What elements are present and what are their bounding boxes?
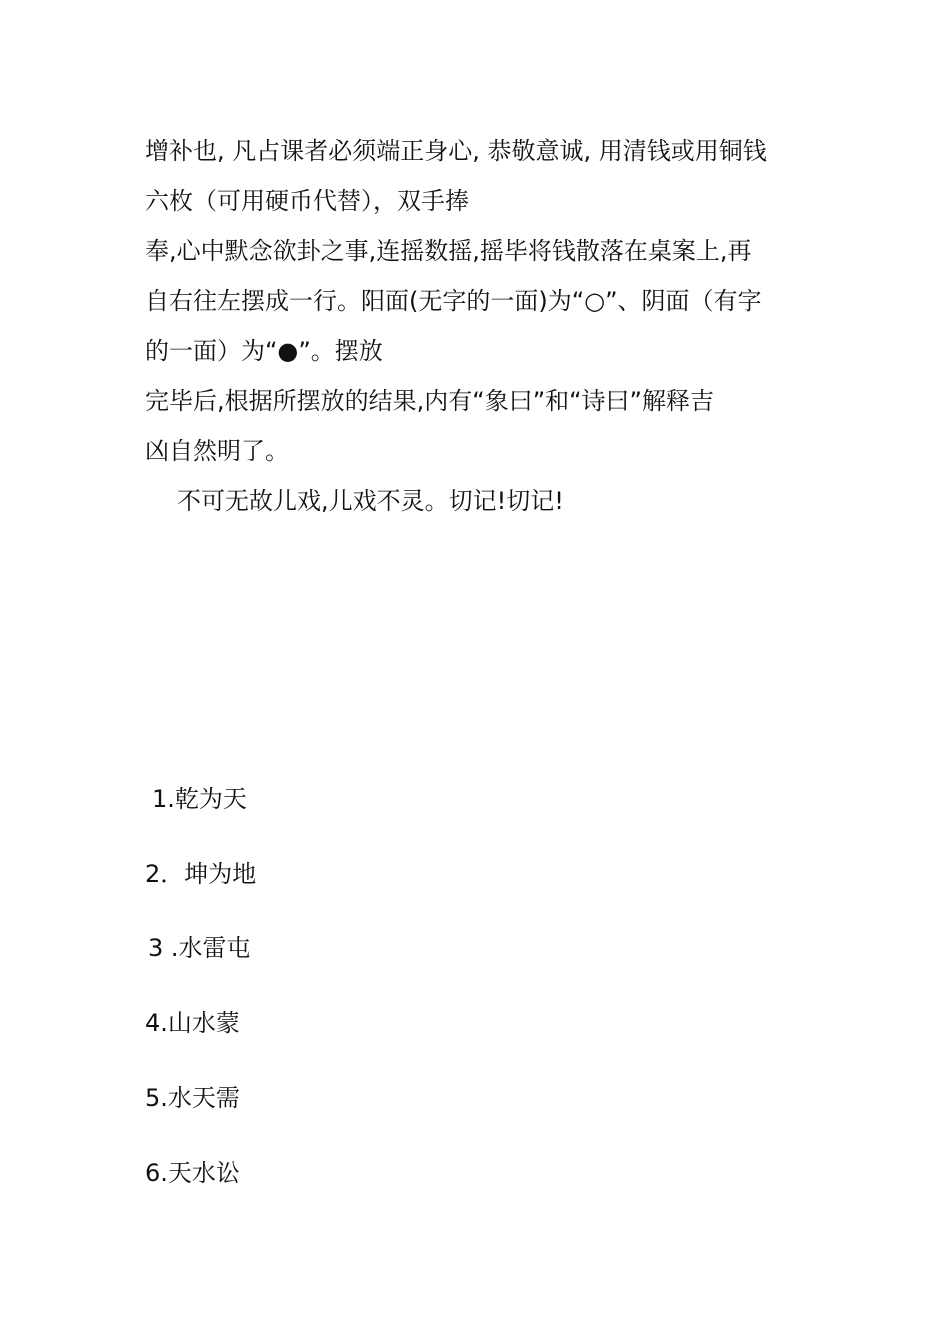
paragraph-line: 自右往左摆成一行。阳面(无字的一面)为“○”、阴面（有字 (145, 287, 762, 315)
list-item-hexagram: 3 .水雷屯 (148, 934, 251, 962)
paragraph-line: 奉,心中默念欲卦之事,连摇数摇,摇毕将钱散落在桌案上,再 (145, 237, 752, 265)
paragraph-line: 增补也, 凡占课者必须端正身心, 恭敬意诚, 用清钱或用铜钱 (145, 137, 767, 165)
paragraph-line: 完毕后,根据所摆放的结果,内有“象曰”和“诗曰”解释吉 (145, 387, 714, 415)
paragraph-line: 的一面）为“●”。摆放 (145, 337, 383, 365)
list-item-hexagram: 1.乾为天 (152, 785, 247, 813)
list-item-hexagram: 4.山水蒙 (145, 1009, 240, 1037)
list-item-hexagram: 2．坤为地 (145, 860, 257, 888)
list-item-hexagram: 5.水天需 (145, 1084, 240, 1112)
paragraph-line: 凶自然明了。 (145, 437, 289, 465)
list-item-hexagram: 6.天水讼 (145, 1159, 240, 1187)
paragraph-line: 六枚（可用硬币代替），双手捧 (145, 187, 469, 215)
warning-text: 不可无故儿戏,儿戏不灵。切记!切记! (177, 487, 564, 515)
